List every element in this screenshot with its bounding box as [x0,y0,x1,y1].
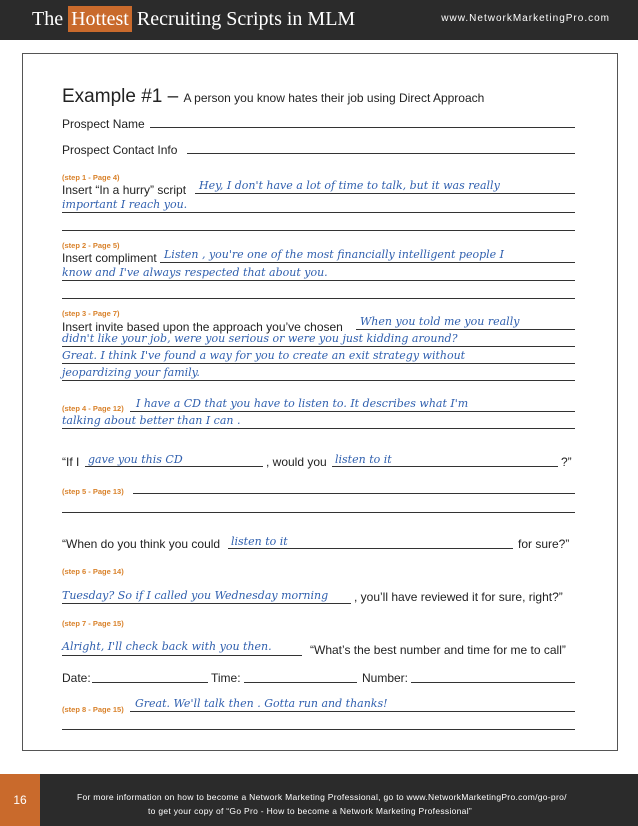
step-6-post: , you’ll have reviewed it for sure, right?” [354,590,563,604]
step-3-label: (step 3 - Page 7) [62,309,120,318]
step-1-line2[interactable] [62,212,575,213]
step-8-line1[interactable] [130,711,575,712]
step-8-hw: Great. We'll talk then . Gotta run and thanks! [135,697,388,710]
page-number: 16 [0,774,40,826]
step-8-label: (step 8 - Page 15) [62,705,124,714]
footer-line2: to get your copy of “Go Pro - How to become a Network Marketing Professional” [148,806,473,816]
time-label: Time: [211,671,241,685]
step-6-label: (step 6 - Page 14) [62,567,124,576]
step-3-line4[interactable] [62,380,575,381]
if-line-blank-b[interactable] [332,466,558,467]
when-line-hw: listen to it [231,535,288,548]
example-subtitle: A person you know hates their job using Direct Approach [183,91,485,105]
if-line-pre: “If I [62,455,80,469]
step-5-label: (step 5 - Page 13) [62,487,124,496]
step-3-hw-line4: jeopardizing your family. [62,366,200,379]
step-7-hw: Alright, I'll check back with you then. [62,640,272,653]
step-1-hw-line1: Hey, I don't have a lot of time to talk, but it was really [199,179,500,192]
step-4-line2[interactable] [62,428,575,429]
step-8-line2[interactable] [62,729,575,730]
step-7-blank[interactable] [62,655,302,656]
step-1-label: (step 1 - Page 4) [62,173,120,182]
step-4-hw-line2: talking about better than I can . [62,414,241,427]
header-url: www.NetworkMarketingPro.com [441,13,610,24]
step-1-line1[interactable] [195,193,575,194]
if-line-blank-a[interactable] [85,466,263,467]
step-3-hw-line2: didn't like your job, were you serious or were you just kidding around? [62,332,458,345]
step-3-prompt: Insert invite based upon the approach you’ve chosen [62,320,343,334]
step-2-prompt: Insert compliment [62,251,157,265]
step-4-label: (step 4 - Page 12) [62,404,124,413]
date-label: Date: [62,671,91,685]
when-line-blank[interactable] [228,548,513,549]
time-blank[interactable] [244,682,357,683]
if-line-hw-a: gave you this CD [88,453,183,466]
when-line-pre: “When do you think you could [62,537,221,551]
if-line-mid: , would you [266,455,327,469]
step-3-hw-line3: Great. I think I've found a way for you to create an exit strategy without [62,349,466,362]
step-2-hw-line2: know and I've always respected that about you. [62,266,328,279]
step-5-line1[interactable] [133,493,575,494]
step-6-blank[interactable] [62,603,351,604]
prospect-name-line[interactable] [150,127,575,128]
step-1-line3[interactable] [62,230,575,231]
step-1-hw-line2: important I reach you. [62,198,188,211]
step-2-line2[interactable] [62,280,575,281]
number-blank[interactable] [411,682,575,683]
header-title-pre: The [32,8,64,30]
step-4-line1[interactable] [130,411,575,412]
footer-line1: For more information on how to become a Network Marketing Professional, go to www.NetworkMarketingPro.com/go-pro/ [77,792,567,802]
header-title [32,7,355,31]
prospect-contact-line[interactable] [187,153,575,154]
step-4-hw-line1: I have a CD that you have to listen to. It describes what I'm [136,397,469,410]
date-blank[interactable] [92,682,208,683]
if-line-post: ?” [561,455,572,469]
step-3-line1[interactable] [356,329,575,330]
step-2-hw-line1: Listen , you're one of the most financially intelligent people I [164,248,504,261]
step-5-line2[interactable] [62,512,575,513]
number-label: Number: [362,671,409,685]
step-7-label: (step 7 - Page 15) [62,619,124,628]
page-header [0,0,638,40]
step-1-prompt: Insert “In a hurry” script [62,183,187,197]
prospect-contact-label: Prospect Contact Info [62,143,178,157]
step-3-hw-line1: When you told me you really [360,315,520,328]
header-title-highlight: Hottest [68,6,132,32]
if-line-hw-b: listen to it [335,453,392,466]
step-2-line3[interactable] [62,298,575,299]
example-title [62,86,484,108]
prospect-name-label: Prospect Name [62,117,145,131]
step-2-label: (step 2 - Page 5) [62,241,120,250]
example-dash: – [167,86,179,107]
step-2-line1[interactable] [160,262,575,263]
step-7-post: “What’s the best number and time for me to call” [310,643,566,657]
step-3-line2[interactable] [62,346,575,347]
step-3-line3[interactable] [62,363,575,364]
example-number: Example #1 [62,86,163,107]
step-6-hw: Tuesday? So if I called you Wednesday morning [62,589,329,602]
header-title-post: Recruiting Scripts in MLM [136,8,356,30]
when-line-post: for sure?” [518,537,570,551]
